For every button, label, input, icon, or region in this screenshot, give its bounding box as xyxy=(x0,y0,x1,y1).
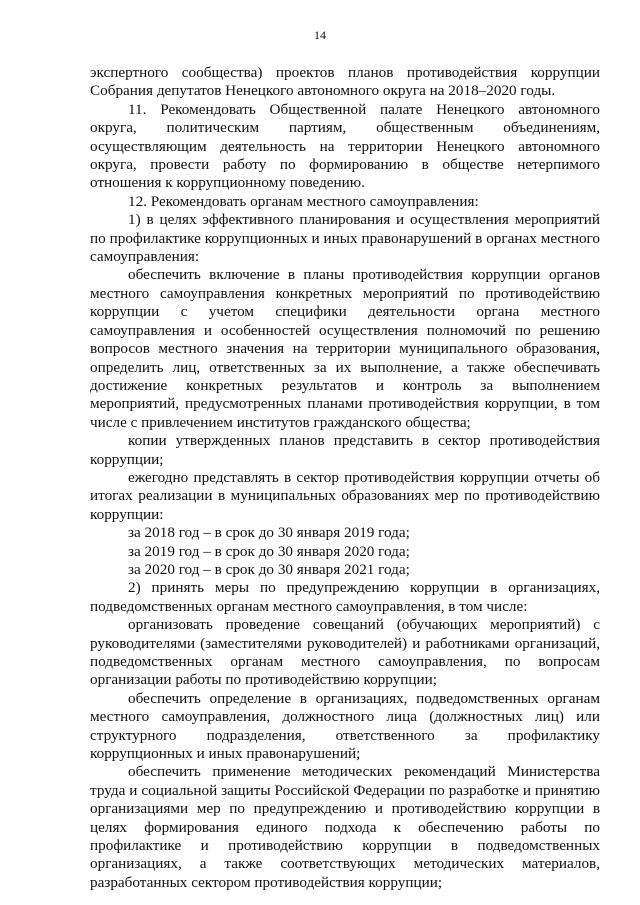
paragraph: 11. Рекомендовать Общественной палате Ненецкого автономного округа, политическим партиям, общественным объединениям, осуществляющим деятельность на территории Ненецкого автономного округа, провести работу по формированию в обществе нетерпимого отношения к коррупционному поведению. xyxy=(90,100,600,192)
document-body xyxy=(90,64,600,892)
paragraph: обеспечить применение методических рекомендаций Министерства труда и социальной защиты Российской Федерации по разработке и принятию организациями мер по предупреждению и противодействию коррупции в целях формирования единого подхода к обеспечению работы по профилактике и противодействию коррупции в подведомственных организациях, а также соответствующих методических материалов, разработанных сектором противодействия коррупции; xyxy=(90,763,600,891)
page-number: 14 xyxy=(314,28,326,42)
paragraph: копии утвержденных планов представить в сектор противодействия коррупции; xyxy=(90,432,600,468)
paragraph: за 2020 год – в срок до 30 января 2021 года; xyxy=(128,560,410,578)
paragraph: экспертного сообщества) проектов планов противодействия коррупции Собрания депутатов Ненецкого автономного округа на 2018–2020 годы. xyxy=(90,64,600,100)
paragraph: за 2018 год – в срок до 30 января 2019 года; xyxy=(128,524,410,542)
paragraph: обеспечить включение в планы противодействия коррупции органов местного самоуправления конкретных мероприятий по противодействию коррупции с учетом специфики деятельности органа местного самоуправления и особенностей осуществления полномочий по решению вопросов местного значения на территории муниципального образования, определить лиц, ответственных за их выполнение, а также обеспечивать достижение конкретных результатов и контроль за выполнением мероприятий, предусмотренных планами противодействия коррупции, в том числе с привлечением институтов гражданского общества; xyxy=(90,266,600,431)
paragraph: организовать проведение совещаний (обучающих мероприятий) с руководителями (заместителями руководителей) и работниками организаций, подведомственных органам местного самоуправления, по вопросам организации работы по противодействию коррупции; xyxy=(90,616,600,689)
paragraph: обеспечить определение в организациях, подведомственных органам местного самоуправления, должностного лица (должностных лиц) или структурного подразделения, ответственного за профилактику коррупционных и иных правонарушений; xyxy=(90,689,600,763)
paragraph: за 2019 год – в срок до 30 января 2020 года; xyxy=(128,542,410,560)
paragraph: 2) принять меры по предупреждению коррупции в организациях, подведомственных органам местного самоуправления, в том числе: xyxy=(90,579,600,615)
paragraph: 12. Рекомендовать органам местного самоуправления: xyxy=(128,192,479,210)
paragraph: 1) в целях эффективного планирования и осуществления мероприятий по профилактике коррупционных и иных правонарушений в органах местного самоуправления: xyxy=(90,211,600,266)
paragraph: ежегодно представлять в сектор противодействия коррупции отчеты об итогах реализации в муниципальных образованиях мер по противодействию коррупции: xyxy=(90,468,600,523)
